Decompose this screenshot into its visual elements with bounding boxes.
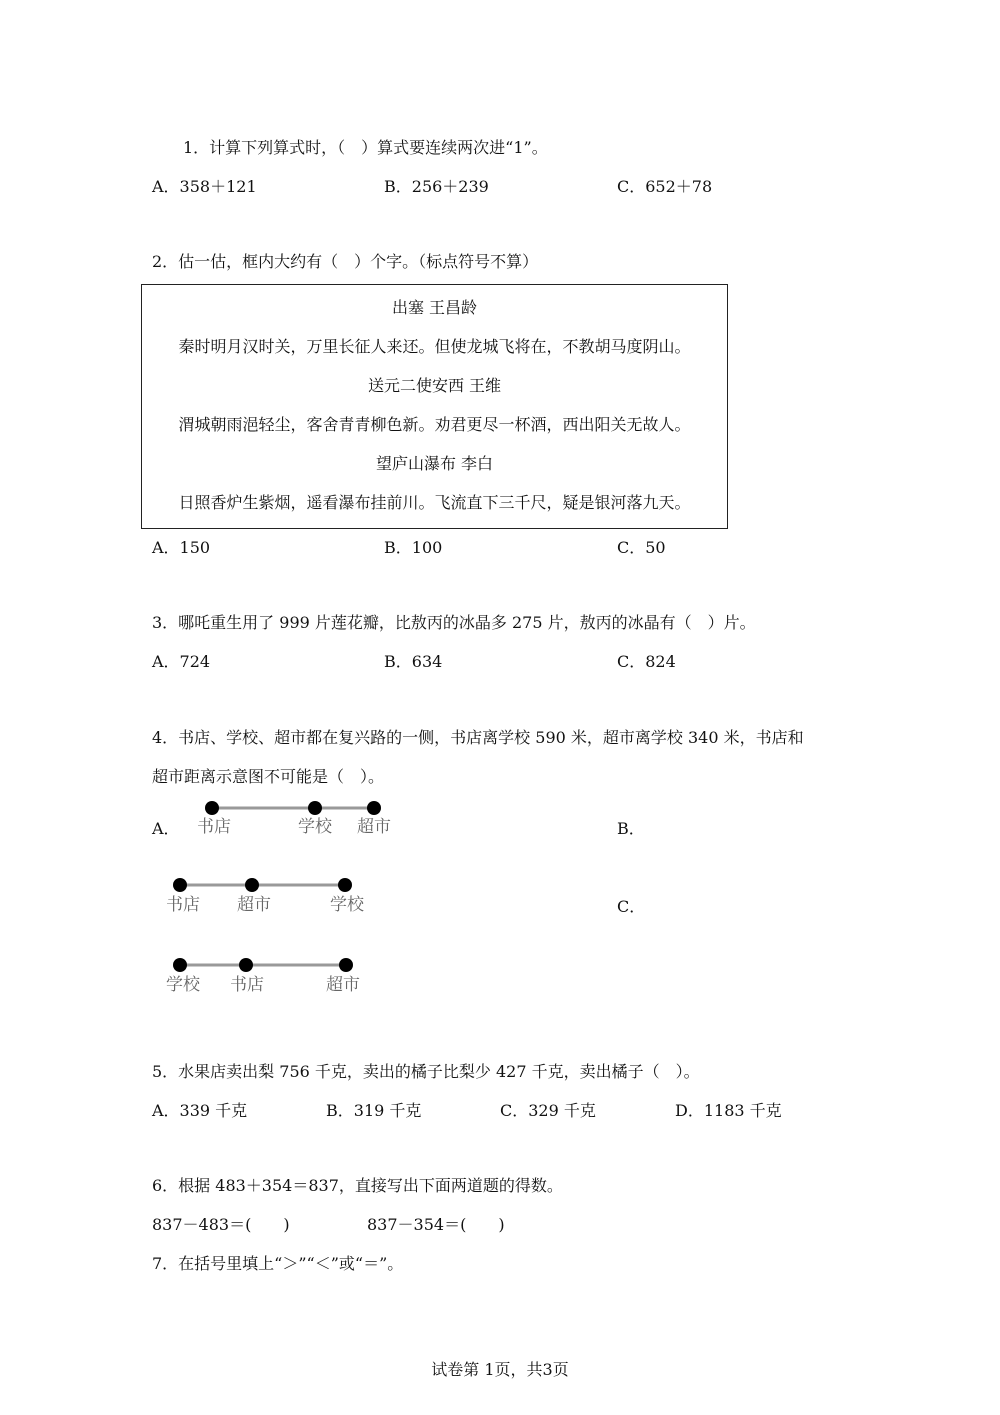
diagram-a-label-1: 书店 — [197, 817, 231, 837]
q6-stem: 6．根据 483＋354＝837，直接写出下面两道题的得数。 — [152, 1176, 563, 1195]
diagram-a-dot-1 — [205, 801, 219, 815]
diagram-c-dot-2 — [239, 958, 253, 972]
q3-stem: 3．哪吒重生用了 999 片莲花瓣，比敖丙的冰晶多 275 片，敖丙的冰晶有（ ）片。 — [152, 613, 756, 632]
q1-option-c: C．652＋78 — [617, 177, 713, 196]
poem-title-1: 出塞 王昌龄 — [391, 298, 478, 317]
q4-option-a-label: A． — [152, 819, 180, 838]
diagram-b-dot-2 — [245, 878, 259, 892]
q5-option-b: B．319 千克 — [326, 1101, 422, 1120]
diagram-b-label-1: 书店 — [166, 895, 200, 915]
poem-title-2: 送元二使安西 王维 — [367, 376, 502, 395]
q2-option-b: B．100 — [384, 538, 443, 557]
q7-stem: 7．在括号里填上“＞”“＜”或“＝”。 — [152, 1254, 404, 1273]
diagram-c-dot-1 — [173, 958, 187, 972]
poem-body-1: 秦时明月汉时关，万里长征人来还。但使龙城飞将在，不教胡马度阴山。 — [178, 337, 691, 356]
q2-option-a: A．150 — [152, 538, 211, 557]
q2-stem: 2．估一估，框内大约有（ ）个字。（标点符号不算） — [152, 252, 539, 271]
diagram-a-label-3: 超市 — [357, 817, 391, 837]
q5-stem: 5．水果店卖出梨 756 千克，卖出的橘子比梨少 427 千克，卖出橘子（ ）。 — [152, 1062, 700, 1081]
poem-body-2: 渭城朝雨浥轻尘，客舍青青柳色新。劝君更尽一杯酒，西出阳关无故人。 — [178, 415, 691, 434]
diagram-a — [190, 796, 410, 842]
q4-option-c-label: C． — [617, 897, 646, 916]
diagram-c-label-2: 书店 — [230, 975, 264, 995]
page-footer: 试卷第 1页，共3页 — [431, 1360, 569, 1379]
diagram-a-label-2: 学校 — [298, 817, 332, 837]
q6-blank-2: 837－354＝( ) — [367, 1215, 505, 1234]
q5-option-d: D．1183 千克 — [675, 1101, 782, 1120]
diagram-a-dot-3 — [367, 801, 381, 815]
diagram-b-dot-1 — [173, 878, 187, 892]
q5-option-c: C．329 千克 — [500, 1101, 596, 1120]
diagram-c-label-3: 超市 — [326, 975, 360, 995]
q3-option-c: C．824 — [617, 652, 676, 671]
q1-stem: 1．计算下列算式时，（ ）算式要连续两次进“1”。 — [183, 138, 548, 157]
diagram-c — [160, 952, 390, 1000]
diagram-a-dot-2 — [308, 801, 322, 815]
q3-option-a: A．724 — [152, 652, 211, 671]
q2-option-c: C．50 — [617, 538, 666, 557]
diagram-c-label-1: 学校 — [166, 975, 200, 995]
q1-option-b: B．256＋239 — [384, 177, 489, 196]
diagram-b-dot-3 — [338, 878, 352, 892]
diagram-c-dot-3 — [339, 958, 353, 972]
diagram-b-label-2: 超市 — [237, 895, 271, 915]
poem-body-3: 日照香炉生紫烟，遥看瀑布挂前川。飞流直下三千尺，疑是银河落九天。 — [178, 493, 691, 512]
q1-option-a: A．358＋121 — [152, 177, 257, 196]
q6-blank-1: 837－483＝( ) — [152, 1215, 290, 1234]
q4-stem-line1: 4．书店、学校、超市都在复兴路的一侧，书店离学校 590 米，超市离学校 340 米，书店和 — [152, 728, 804, 747]
q3-option-b: B．634 — [384, 652, 443, 671]
q4-option-b-label: B． — [617, 819, 645, 838]
q5-option-a: A．339 千克 — [152, 1101, 248, 1120]
poem-title-3: 望庐山瀑布 李白 — [375, 454, 494, 473]
poem-box — [141, 284, 728, 529]
diagram-b-label-3: 学校 — [330, 895, 364, 915]
q4-stem-line2: 超市距离示意图不可能是（ ）。 — [152, 767, 385, 786]
diagram-b — [160, 872, 390, 920]
